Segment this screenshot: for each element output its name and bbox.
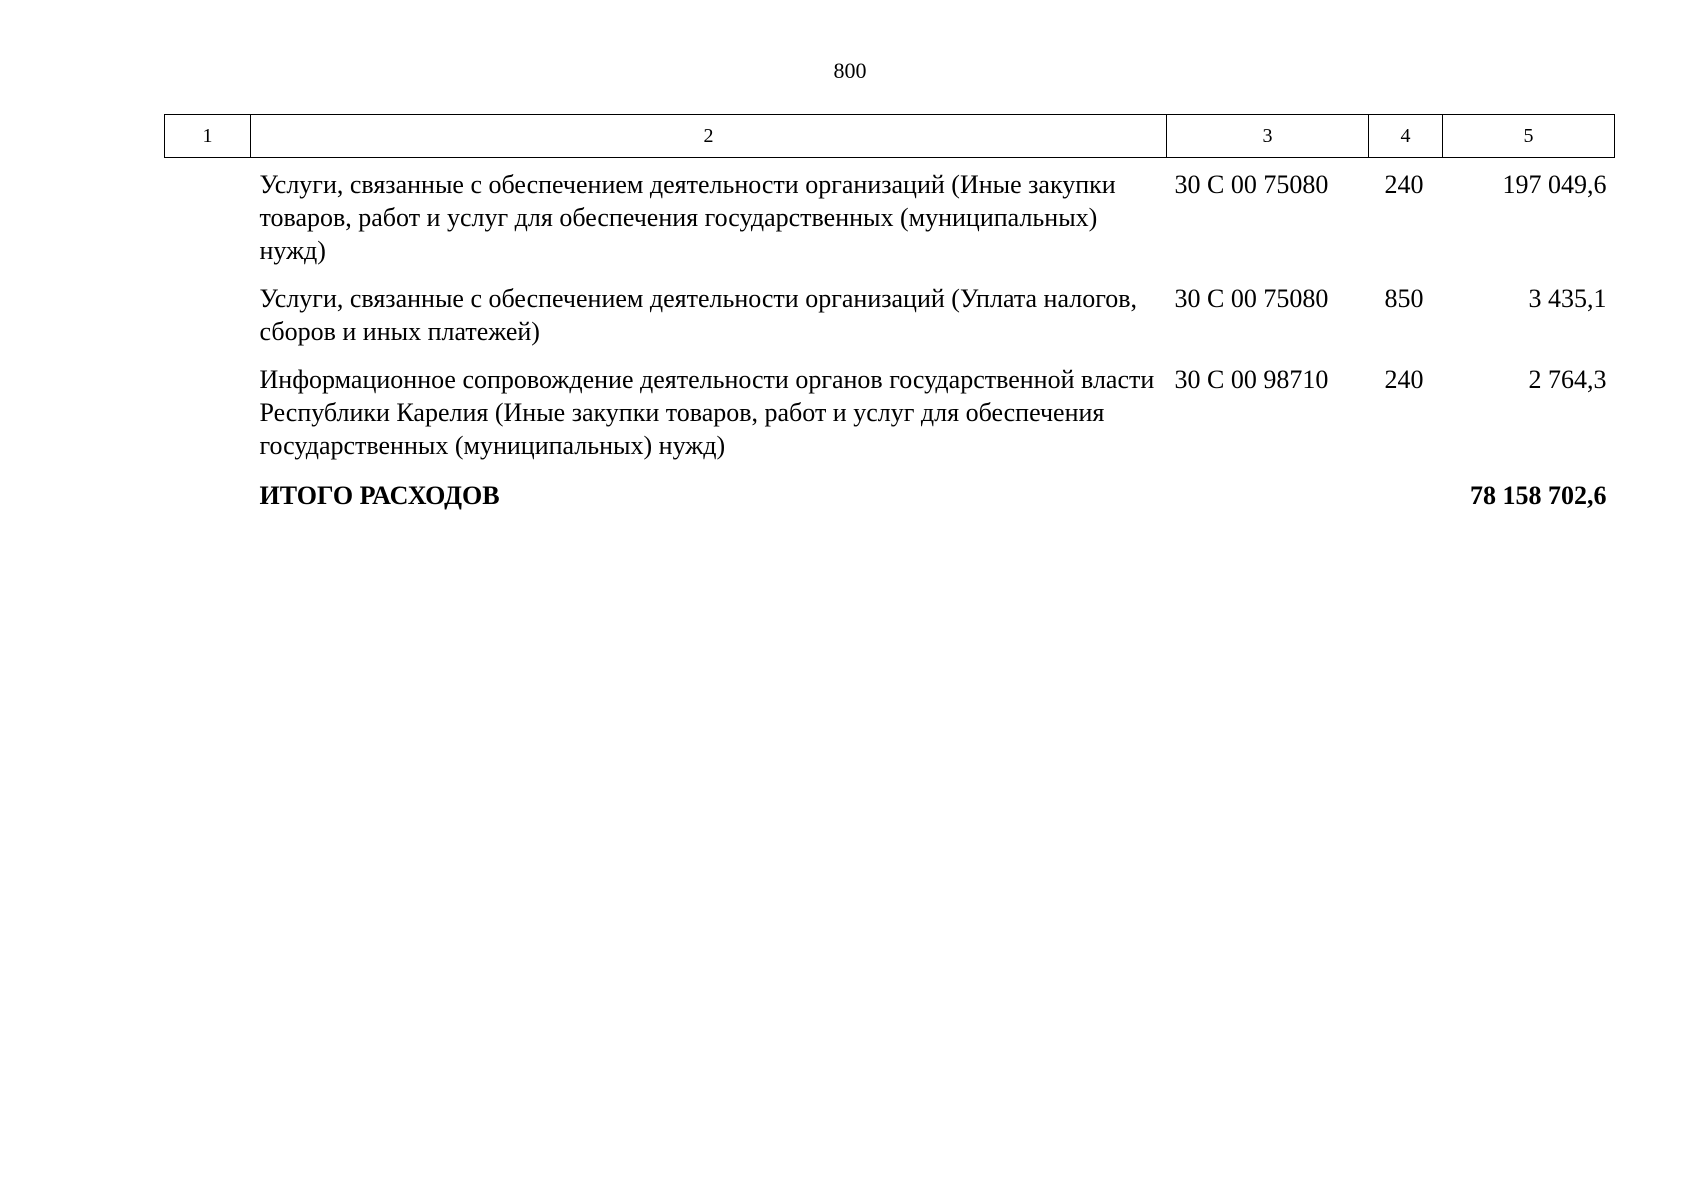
table-row <box>165 158 1615 273</box>
total-index-cell <box>165 467 251 517</box>
total-amount: 78 158 702,6 <box>1470 481 1607 510</box>
table-row <box>165 353 1615 467</box>
row-code: 30 С 00 98710 <box>1174 365 1329 394</box>
total-row <box>165 467 1615 517</box>
row-code: 30 С 00 75080 <box>1174 170 1329 199</box>
column-number-5: 5 <box>1443 115 1615 158</box>
row-name: Услуги, связанные с обеспечением деятельности организаций (Иные закупки товаров, работ и услуг для обеспечения государственных (муниципальных) нужд) <box>259 170 1116 265</box>
row-name: Информационное сопровождение деятельности органов государственной власти Республики Карелия (Иные закупки товаров, работ и услуг для обеспечения государственных (муниципальных) нужд) <box>259 365 1155 460</box>
row-expense-type: 240 <box>1384 170 1424 199</box>
row-index-cell <box>165 353 251 467</box>
row-index-cell <box>165 158 251 273</box>
total-expense-type-cell <box>1369 467 1443 517</box>
column-number-2: 2 <box>251 115 1167 158</box>
row-name: Услуги, связанные с обеспечением деятельности организаций (Уплата налогов, сборов и иных платежей) <box>259 284 1137 346</box>
total-label: ИТОГО РАСХОДОВ <box>259 481 500 510</box>
page-number: 800 <box>833 58 867 83</box>
total-code-cell <box>1167 467 1369 517</box>
row-index-cell <box>165 272 251 353</box>
column-number-1: 1 <box>165 115 251 158</box>
row-amount: 197 049,6 <box>1502 170 1607 199</box>
column-number-4: 4 <box>1369 115 1443 158</box>
row-expense-type: 850 <box>1384 284 1424 313</box>
column-number-3: 3 <box>1167 115 1369 158</box>
row-expense-type: 240 <box>1384 365 1424 394</box>
row-amount: 2 764,3 <box>1528 365 1607 394</box>
expenses-table <box>164 114 1615 517</box>
row-amount: 3 435,1 <box>1528 284 1607 313</box>
row-code: 30 С 00 75080 <box>1174 284 1329 313</box>
column-number-row <box>165 115 1615 158</box>
table-row <box>165 272 1615 353</box>
